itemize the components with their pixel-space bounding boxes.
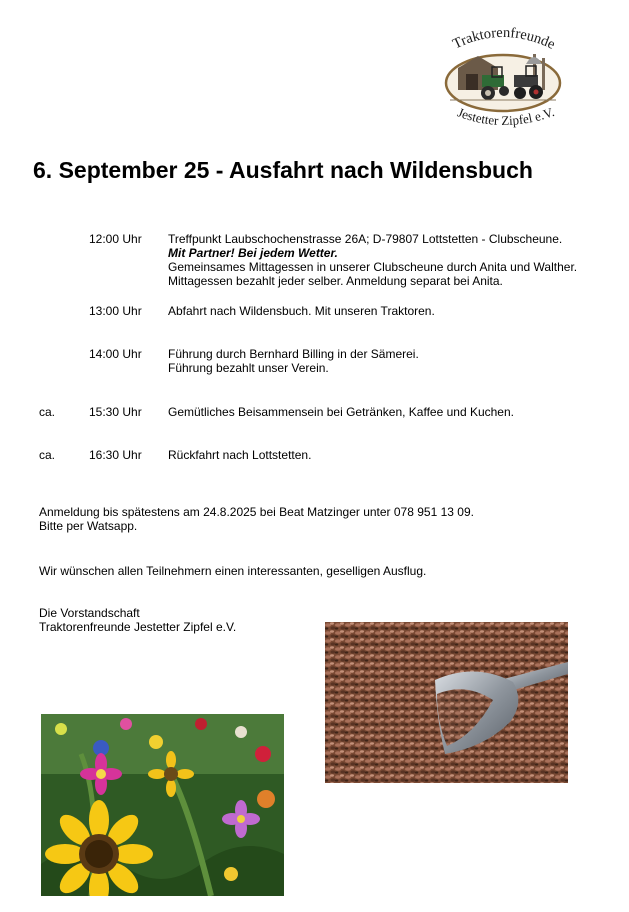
registration-line: Bitte per Watsapp. bbox=[39, 519, 138, 533]
schedule-prefix: ca. bbox=[39, 405, 56, 419]
schedule-line: Gemeinsames Mittagessen in unserer Clubscheune durch Anita und Walther. bbox=[168, 260, 578, 274]
schedule-description bbox=[168, 405, 514, 419]
signature-line: Traktorenfreunde Jestetter Zipfel e.V. bbox=[39, 620, 237, 634]
schedule-time: 16:30 Uhr bbox=[89, 448, 142, 462]
schedule-time: 13:00 Uhr bbox=[89, 304, 142, 318]
svg-text:Traktorenfreunde bbox=[450, 25, 557, 53]
registration-note bbox=[39, 505, 474, 533]
schedule-line-emphasis: Mit Partner! Bei jedem Wetter. bbox=[168, 246, 338, 260]
wildflower-photo bbox=[41, 714, 284, 896]
logo-bottom-text: Jestetter Zipfel e.V. bbox=[455, 104, 557, 129]
schedule-line: Treffpunkt Laubschochenstrasse 26A; D-79807 Lottstetten - Clubscheune. bbox=[168, 232, 563, 246]
schedule-line: Abfahrt nach Wildensbuch. Mit unseren Traktoren. bbox=[168, 304, 435, 318]
schedule-time: 12:00 Uhr bbox=[89, 232, 142, 246]
schedule-line: Mittagessen bezahlt jeder selber. Anmeldung separat bei Anita. bbox=[168, 274, 503, 288]
logo-top-text: Traktorenfreunde bbox=[450, 24, 558, 53]
schedule-time: 14:00 Uhr bbox=[89, 347, 142, 361]
page-title: 6. September 25 - Ausfahrt nach Wildensbuch bbox=[33, 157, 533, 183]
schedule-line: Führung bezahlt unser Verein. bbox=[168, 361, 329, 375]
schedule-description bbox=[168, 448, 311, 462]
schedule-line: Führung durch Bernhard Billing in der Sämerei. bbox=[168, 347, 419, 361]
signature bbox=[39, 606, 236, 634]
registration-line: Anmeldung bis spätestens am 24.8.2025 bei Beat Matzinger unter 078 951 13 09. bbox=[39, 505, 474, 519]
signature-line: Die Vorstandschaft bbox=[39, 606, 140, 620]
schedule-time: 15:30 Uhr bbox=[89, 405, 142, 419]
schedule-line: Rückfahrt nach Lottstetten. bbox=[168, 448, 312, 462]
schedule-description bbox=[168, 304, 435, 318]
schedule-prefix: ca. bbox=[39, 448, 56, 462]
schedule-description bbox=[168, 347, 419, 375]
grain-scoop-photo bbox=[325, 622, 568, 783]
schedule-description bbox=[168, 232, 577, 288]
schedule-line: Gemütliches Beisammensein bei Getränken, Kaffee und Kuchen. bbox=[168, 405, 514, 419]
closing-wishes: Wir wünschen allen Teilnehmern einen interessanten, geselligen Ausflug. bbox=[39, 564, 427, 578]
club-logo bbox=[430, 20, 575, 135]
